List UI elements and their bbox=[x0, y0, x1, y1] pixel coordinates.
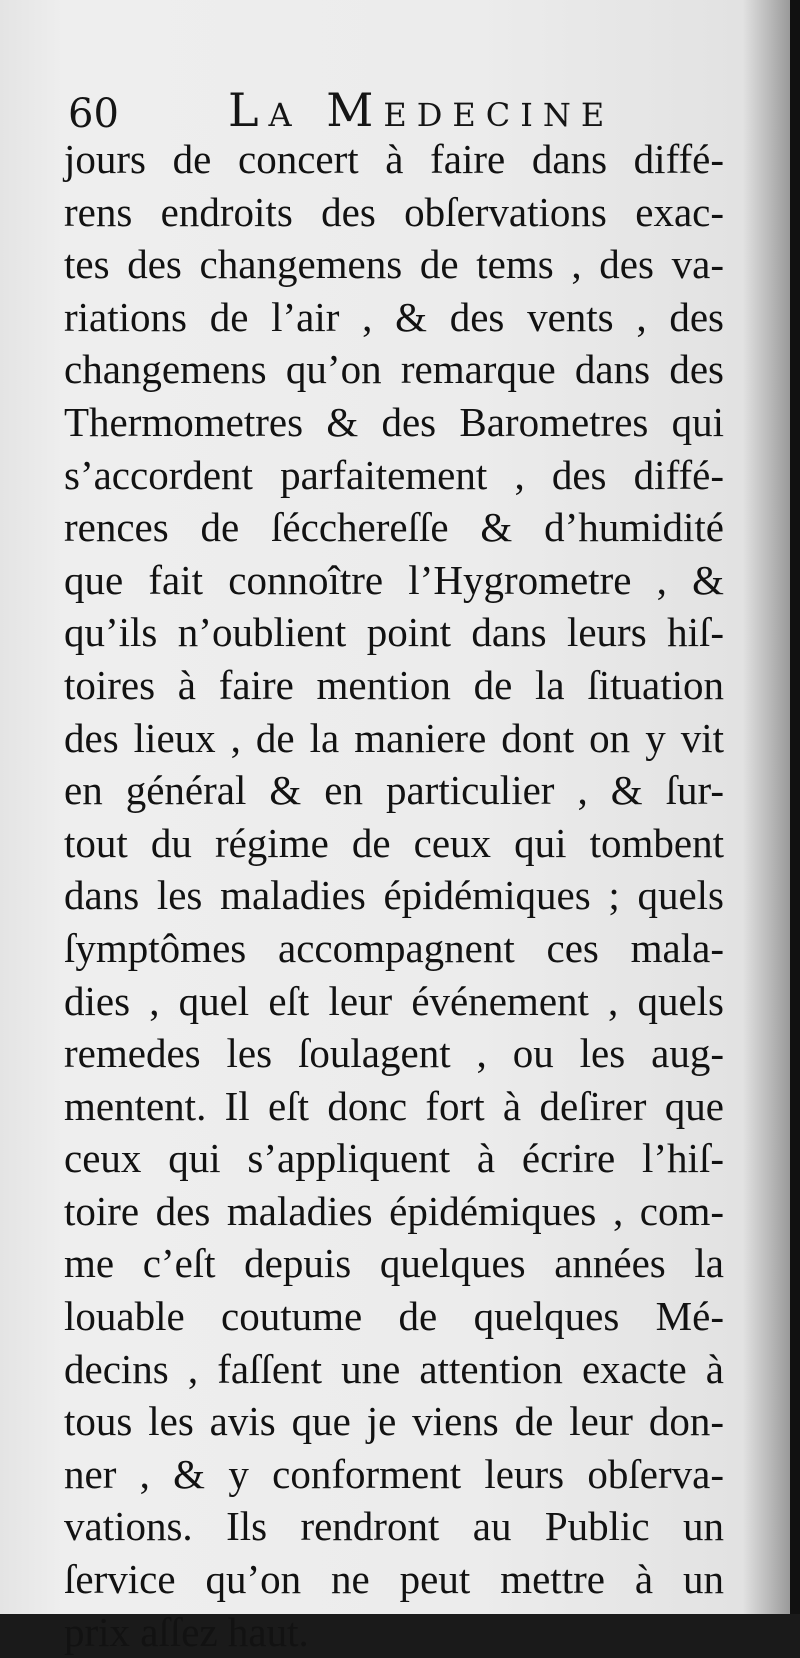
text-line: changemens qu’on remarque dans des bbox=[64, 346, 724, 393]
text-line: rences de ſécchereſſe & d’humidité bbox=[64, 504, 724, 551]
text-line: que fait connoître l’Hygrometre , & bbox=[64, 556, 724, 603]
text-line: toire des maladies épidémiques , com- bbox=[64, 1187, 724, 1234]
text-line: ceux qui s’appliquent à écrire l’hiſ- bbox=[64, 1135, 724, 1182]
text-line: rens endroits des obſervations exac- bbox=[64, 188, 724, 235]
text-line: Thermometres & des Barometres qui bbox=[64, 398, 724, 445]
text-line: tes des changemens de tems , des va- bbox=[64, 241, 724, 288]
text-line: louable coutume de quelques Mé- bbox=[64, 1293, 724, 1340]
text-line: mentent. Il eſt donc fort à deſirer que bbox=[64, 1082, 724, 1129]
text-line: vations. Ils rendront au Public un bbox=[64, 1503, 724, 1550]
text-line: riations de l’air , & des vents , des bbox=[64, 293, 724, 340]
text-line: dans les maladies épidémiques ; quels bbox=[64, 872, 724, 919]
text-line: ſymptômes accompagnent ces mala- bbox=[64, 924, 724, 971]
page-number: 60 bbox=[68, 91, 119, 137]
text-line: qu’ils n’oublient point dans leurs hiſ- bbox=[64, 609, 724, 656]
text-line: prix aſſez haut. bbox=[64, 1608, 309, 1655]
text-line: tous les avis que je viens de leur don- bbox=[64, 1398, 724, 1445]
text-line: des lieux , de la maniere dont on y vit bbox=[64, 714, 724, 761]
text-line: s’accordent parfaitement , des diffé- bbox=[64, 451, 724, 498]
text-line: jours de concert à faire dans diffé- bbox=[64, 136, 724, 182]
text-line: ſervice qu’on ne peut mettre à un bbox=[64, 1556, 724, 1603]
text-line: dies , quel eſt leur événement , quels bbox=[64, 977, 724, 1024]
text-line: toires à faire mention de la ſituation bbox=[64, 661, 724, 708]
body-text bbox=[64, 133, 724, 1658]
text-line: en général & en particulier , & ſur- bbox=[64, 767, 724, 814]
page-edge-shadow bbox=[790, 0, 800, 1614]
text-line: tout du régime de ceux qui tombent bbox=[64, 819, 724, 866]
text-line: me c’eſt depuis quelques années la bbox=[64, 1240, 724, 1287]
text-line: decins , faſſent une attention exacte à bbox=[64, 1345, 724, 1392]
text-line: remedes les ſoulagent , ou les aug- bbox=[64, 1030, 724, 1077]
running-title: La Medecine bbox=[228, 83, 615, 137]
text-line: ner , & y conforment leurs obſerva- bbox=[64, 1450, 724, 1497]
